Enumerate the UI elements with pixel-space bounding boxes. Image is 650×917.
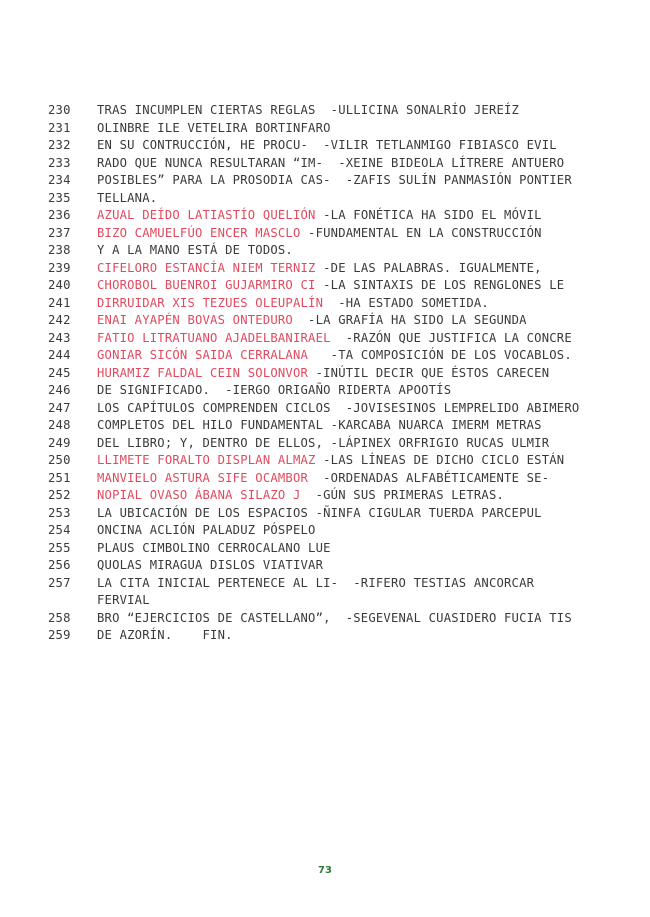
line-text-main: TRAS INCUMPLEN CIERTAS REGLAS -ULLICINA SONALRÍO JEREÍZ bbox=[97, 103, 520, 117]
line-text-rest: -FUNDAMENTAL EN LA CONSTRUCCIÓN bbox=[300, 225, 542, 240]
line-text bbox=[97, 435, 588, 453]
verse-line bbox=[48, 400, 588, 418]
verse-line bbox=[48, 295, 588, 313]
verse-line bbox=[48, 277, 588, 295]
line-text-main: TELLANA. bbox=[97, 190, 158, 205]
line-number: 254 bbox=[48, 523, 71, 537]
line-number: 241 bbox=[48, 295, 71, 310]
line-text bbox=[97, 557, 588, 575]
line-number: 243 bbox=[48, 330, 71, 345]
line-text bbox=[97, 190, 588, 208]
line-text bbox=[97, 155, 588, 173]
line-text-main: NOPIAL OVASO ÁBANA SILAZO J bbox=[97, 488, 301, 502]
line-text bbox=[97, 330, 588, 348]
page-number: 73 bbox=[318, 865, 332, 876]
line-text-main: CHOROBOL BUENROI GUJARMIRO CI bbox=[97, 278, 316, 292]
line-text bbox=[97, 137, 588, 155]
line-text-main: MANVIELO ASTURA SIFE OCAMBOR bbox=[97, 470, 309, 485]
line-text bbox=[97, 225, 588, 243]
line-text-rest: -LA FONÉTICA HA SIDO EL MÓVIL bbox=[315, 208, 542, 222]
line-text-main: CIFELORO ESTANCÍA NIEM TERNIZ bbox=[97, 260, 316, 275]
line-number: 242 bbox=[48, 313, 71, 327]
verse-line bbox=[48, 417, 588, 435]
verse-line bbox=[48, 330, 588, 348]
line-text-main: Y A LA MANO ESTÁ DE TODOS. bbox=[97, 243, 293, 257]
line-text bbox=[97, 470, 588, 488]
line-number: 258 bbox=[48, 610, 71, 625]
line-number: 252 bbox=[48, 488, 71, 502]
line-text-main: GONIAR SICÓN SAIDA CERRALANA bbox=[97, 348, 309, 362]
line-text bbox=[97, 172, 588, 190]
verse-line bbox=[48, 365, 588, 383]
line-text-main: DE AZORÍN. FIN. bbox=[97, 628, 233, 642]
line-text bbox=[97, 207, 588, 225]
line-text-main: LLIMETE FORALTO DISPLAN ALMAZ bbox=[97, 453, 316, 467]
line-text-main: EN SU CONTRUCCIÓN, HE PROCU- -VILIR TETLANMIGO FIBIASCO EVIL bbox=[97, 138, 557, 152]
line-number: 257 bbox=[48, 575, 71, 590]
verse-line bbox=[48, 120, 588, 138]
line-text-main: FATIO LITRATUANO AJADELBANIRAEL bbox=[97, 330, 331, 345]
verse-line bbox=[48, 557, 588, 575]
line-text bbox=[97, 487, 588, 505]
line-text-main: LA UBICACIÓN DE LOS ESPACIOS -ÑINFA CIGULAR TUERDA PARCEPUL bbox=[97, 505, 542, 520]
verse-line bbox=[48, 610, 588, 628]
line-text-main: LA CITA INICIAL PERTENECE AL LI- -RIFERO TESTIAS ANCORCAR FERVIAL bbox=[97, 575, 542, 607]
line-text-rest: -DE LAS PALABRAS. IGUALMENTE, bbox=[315, 260, 542, 275]
line-text bbox=[97, 627, 588, 645]
line-text-main: DEL LIBRO; Y, DENTRO DE ELLOS, -LÁPINEX ORFRIGIO RUCAS ULMIR bbox=[97, 435, 550, 450]
line-text-main: BIZO CAMUELFÚO ENCER MASCLO bbox=[97, 225, 301, 240]
line-number: 240 bbox=[48, 278, 71, 292]
verse-line bbox=[48, 382, 588, 400]
line-text-main: COMPLETOS DEL HILO FUNDAMENTAL -KARCABA NUARCA IMERM METRAS bbox=[97, 418, 542, 432]
line-text bbox=[97, 347, 588, 365]
line-number: 237 bbox=[48, 225, 71, 240]
line-text-main: ENAI AYAPÉN BOVAS ONTEDURO bbox=[97, 313, 293, 327]
line-text-main: HURAMIZ FALDAL CEIN SOLONVOR bbox=[97, 365, 309, 380]
verse-line bbox=[48, 347, 588, 365]
verse-line bbox=[48, 242, 588, 260]
line-text bbox=[97, 260, 588, 278]
line-text-main: BRO “EJERCICIOS DE CASTELLANO”, -SEGEVENAL CUASIDERO FUCIA TIS bbox=[97, 610, 572, 625]
line-number: 245 bbox=[48, 365, 71, 380]
line-text-main: AZUAL DEÍDO LATIASTÍO QUELIÓN bbox=[97, 208, 316, 222]
line-text bbox=[97, 102, 588, 120]
verse-line bbox=[48, 260, 588, 278]
verse-line bbox=[48, 522, 588, 540]
line-number: 246 bbox=[48, 383, 71, 397]
line-text bbox=[97, 417, 588, 435]
line-text-rest: -LAS LÍNEAS DE DICHO CICLO ESTÁN bbox=[315, 453, 565, 467]
line-number: 232 bbox=[48, 138, 71, 152]
line-text bbox=[97, 365, 588, 383]
line-text-main: DE SIGNIFICADO. -IERGO ORIGAÑO RIDERTA APOOTÍS bbox=[97, 383, 452, 397]
line-number: 235 bbox=[48, 190, 71, 205]
line-text-rest: -ORDENADAS ALFABÉTICAMENTE SE- bbox=[308, 470, 550, 485]
line-text bbox=[97, 452, 588, 470]
line-text bbox=[97, 120, 588, 138]
verse-line bbox=[48, 155, 588, 173]
line-number: 256 bbox=[48, 558, 71, 572]
line-text bbox=[97, 382, 588, 400]
verse-line bbox=[48, 540, 588, 558]
line-text-rest: -GÚN SUS PRIMERAS LETRAS. bbox=[300, 488, 505, 502]
line-number: 231 bbox=[48, 120, 71, 135]
verse-list bbox=[48, 102, 588, 645]
verse-line bbox=[48, 207, 588, 225]
line-text bbox=[97, 312, 588, 330]
verse-line bbox=[48, 505, 588, 523]
line-text-main: QUOLAS MIRAGUA DISLOS VIATIVAR bbox=[97, 558, 324, 572]
line-text-main: POSIBLES” PARA LA PROSODIA CAS- -ZAFIS SULÍN PANMASIÓN PONTIER bbox=[97, 173, 572, 187]
line-text-rest: -LA SINTAXIS DE LOS RENGLONES LE bbox=[315, 278, 565, 292]
line-text bbox=[97, 277, 588, 295]
verse-line bbox=[48, 470, 588, 488]
line-text bbox=[97, 295, 588, 313]
line-number: 255 bbox=[48, 540, 71, 555]
verse-line bbox=[48, 435, 588, 453]
line-text-rest: -RAZÓN QUE JUSTIFICA LA CONCRE bbox=[330, 330, 572, 345]
verse-line bbox=[48, 225, 588, 243]
line-text bbox=[97, 575, 588, 610]
line-text-main: OLINBRE ILE VETELIRA BORTINFARO bbox=[97, 120, 331, 135]
line-text bbox=[97, 505, 588, 523]
verse-line bbox=[48, 137, 588, 155]
line-text-main: RADO QUE NUNCA RESULTARAN “IM- -XEINE BIDEOLA LÍTRERE ANTUERO bbox=[97, 155, 565, 170]
line-text-main: PLAUS CIMBOLINO CERROCALANO LUE bbox=[97, 540, 331, 555]
verse-line bbox=[48, 452, 588, 470]
line-text-main: LOS CAPÍTULOS COMPRENDEN CICLOS -JOVISESINOS LEMPRELIDO ABIMERO bbox=[97, 400, 580, 415]
line-number: 259 bbox=[48, 628, 71, 642]
line-text bbox=[97, 610, 588, 628]
line-text-rest: -LA GRAFÍA HA SIDO LA SEGUNDA bbox=[292, 313, 527, 327]
line-number: 230 bbox=[48, 103, 71, 117]
line-text bbox=[97, 242, 588, 260]
line-number: 253 bbox=[48, 505, 71, 520]
line-number: 236 bbox=[48, 208, 71, 222]
line-number: 239 bbox=[48, 260, 71, 275]
line-text-main: DIRRUIDAR XIS TEZUES OLEUPALÍN bbox=[97, 295, 324, 310]
line-number: 233 bbox=[48, 155, 71, 170]
verse-line bbox=[48, 312, 588, 330]
line-number: 251 bbox=[48, 470, 71, 485]
line-text-rest: -HA ESTADO SOMETIDA. bbox=[323, 295, 489, 310]
line-number: 234 bbox=[48, 173, 71, 187]
line-number: 249 bbox=[48, 435, 71, 450]
verse-line bbox=[48, 575, 588, 610]
verse-line bbox=[48, 190, 588, 208]
line-text bbox=[97, 400, 588, 418]
line-number: 244 bbox=[48, 348, 71, 362]
verse-line bbox=[48, 487, 588, 505]
verse-line bbox=[48, 102, 588, 120]
line-number: 248 bbox=[48, 418, 71, 432]
line-text-rest: -INÚTIL DECIR QUE ÉSTOS CARECEN bbox=[308, 365, 550, 380]
line-text-main: ONCINA ACLIÓN PALADUZ PÓSPELO bbox=[97, 523, 316, 537]
line-text bbox=[97, 540, 588, 558]
line-number: 247 bbox=[48, 400, 71, 415]
line-text bbox=[97, 522, 588, 540]
verse-line bbox=[48, 627, 588, 645]
line-number: 238 bbox=[48, 243, 71, 257]
line-number: 250 bbox=[48, 453, 71, 467]
verse-line bbox=[48, 172, 588, 190]
line-text-rest: -TA COMPOSICIÓN DE LOS VOCABLOS. bbox=[308, 348, 572, 362]
